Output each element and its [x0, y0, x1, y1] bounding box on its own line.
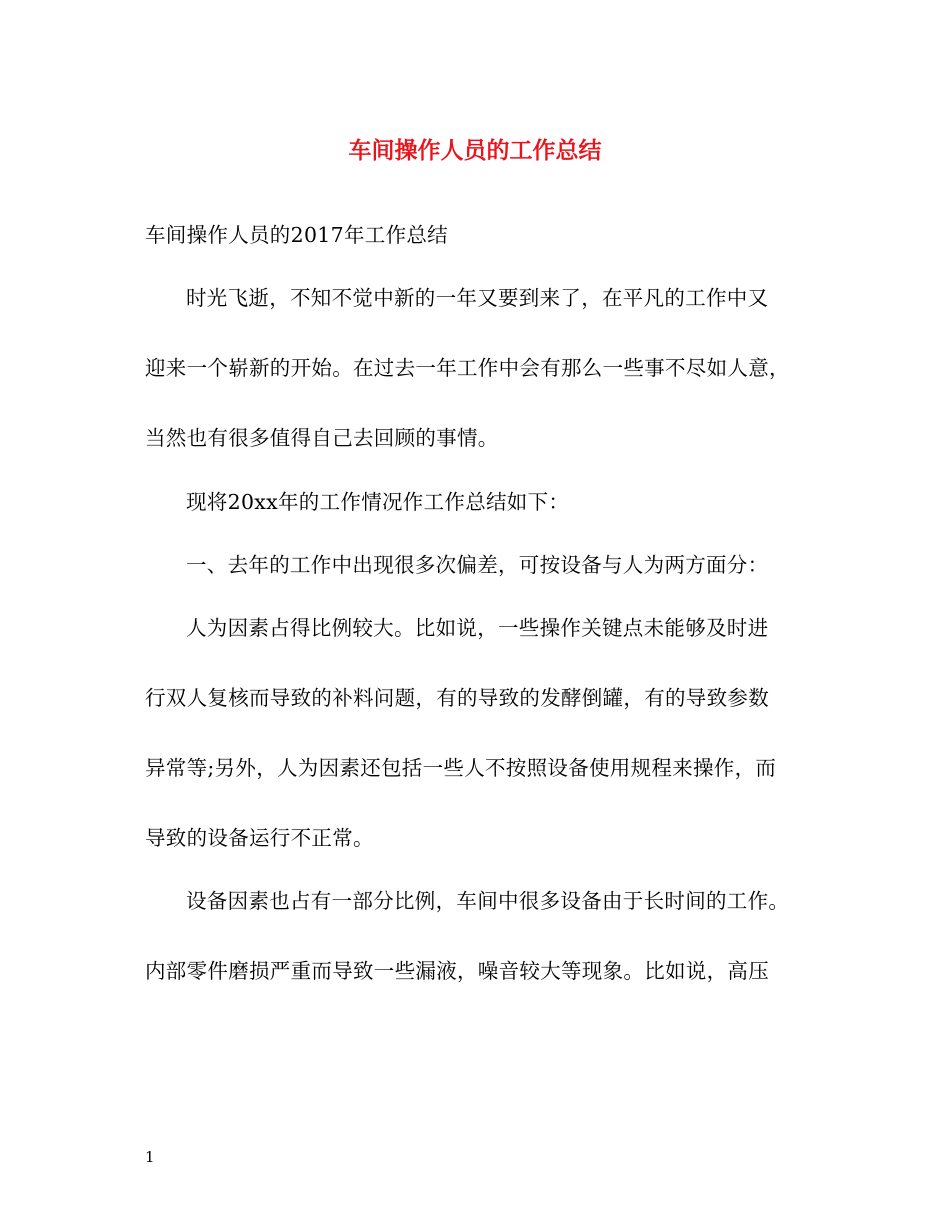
paragraph-line: 设备因素也占有一部分比例，车间中很多设备由于长时间的工作。 [186, 889, 790, 913]
paragraph-line: 异常等;另外，人为因素还包括一些人不按照设备使用规程来操作，而 [145, 756, 777, 780]
paragraph-line: 迎来一个崭新的开始。在过去一年工作中会有那么一些事不尽如人意， [145, 356, 790, 380]
paragraph-line: 行双人复核而导致的补料问题，有的导致的发酵倒罐，有的导致参数 [145, 686, 769, 710]
paragraph-line: 内部零件磨损严重而导致一些漏液，噪音较大等现象。比如说，高压 [145, 959, 769, 983]
paragraph-line: 导致的设备运行不正常。 [145, 826, 374, 850]
document-title: 车间操作人员的工作总结 [348, 137, 602, 164]
page-number: 1 [145, 1148, 155, 1166]
paragraph-line: 现将20xx年的工作情况作工作总结如下： [186, 490, 570, 514]
section-heading: 一、去年的工作中出现很多次偏差，可按设备与人为两方面分： [186, 553, 769, 577]
paragraph-line: 当然也有很多值得自己去回顾的事情。 [145, 426, 499, 450]
subtitle-line: 车间操作人员的2017年工作总结 [145, 223, 448, 247]
paragraph-line: 人为因素占得比例较大。比如说，一些操作关键点未能够及时进 [186, 616, 769, 640]
paragraph-line: 时光飞逝，不知不觉中新的一年又要到来了，在平凡的工作中又 [186, 286, 769, 310]
